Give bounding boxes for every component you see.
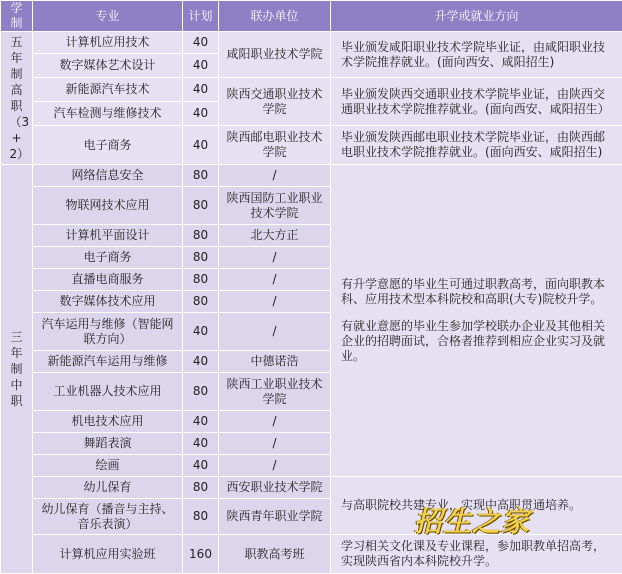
plan-cell: 40 — [183, 411, 219, 433]
direction-cell: 毕业颁发咸阳职业技术学院毕业证，由咸阳职业技术学院推荐就业。(面向西安、咸阳招生) — [331, 32, 622, 78]
plan-cell: 40 — [183, 102, 219, 126]
partner-cell: 西安职业技术学院 — [219, 477, 331, 499]
plan-cell: 40 — [183, 78, 219, 102]
group-label-three-year — [1, 165, 33, 574]
plan-cell: 160 — [183, 535, 219, 574]
plan-cell: 80 — [183, 187, 219, 225]
plan-cell: 40 — [183, 126, 219, 165]
partner-cell: / — [219, 433, 331, 455]
direction-text-employment: 有就业意愿的毕业生参加学校联办企业及其他相关企业的招聘面试，合格者推荐到相应企业实习及就业。 — [341, 319, 612, 364]
plan-cell: 40 — [183, 313, 219, 351]
plan-cell: 80 — [183, 499, 219, 535]
plan-cell: 80 — [183, 291, 219, 313]
partner-cell: 职教高考班 — [219, 535, 331, 574]
major-cell: 电子商务 — [33, 247, 183, 269]
plan-cell: 80 — [183, 477, 219, 499]
partner-cell: / — [219, 247, 331, 269]
plan-cell: 40 — [183, 433, 219, 455]
table-row — [1, 32, 622, 54]
group-label-five-year — [1, 32, 33, 165]
partner-cell: 陕西邮电职业技术学院 — [219, 126, 331, 165]
table-row — [1, 78, 622, 102]
direction-text-upgrade: 有升学意愿的毕业生可通过职教高考，面向职教本科、应用技术型本科院校和高职(大专)院校升学。 — [341, 277, 612, 307]
direction-spacer — [341, 307, 612, 319]
plan-cell: 40 — [183, 455, 219, 477]
partner-cell: 陕西国防工业职业技术学院 — [219, 187, 331, 225]
partner-cell: / — [219, 455, 331, 477]
major-cell: 计算机应用技术 — [33, 32, 183, 54]
direction-cell: 毕业颁发陕西交通职业技术学院毕业证，由陕西交通职业技术学院推荐就业。(面向西安、咸阳招生） — [331, 78, 622, 126]
partner-cell: 中德诺浩 — [219, 351, 331, 373]
major-cell: 计算机平面设计 — [33, 225, 183, 247]
partner-cell: / — [219, 165, 331, 187]
major-cell: 机电技术应用 — [33, 411, 183, 433]
major-cell: 舞蹈表演 — [33, 433, 183, 455]
plan-cell: 40 — [183, 351, 219, 373]
major-cell: 汽车检测与维修技术 — [33, 102, 183, 126]
group-label-text: 三年制中职 — [10, 329, 24, 409]
plan-cell: 80 — [183, 373, 219, 411]
plan-cell: 80 — [183, 247, 219, 269]
plan-cell: 80 — [183, 269, 219, 291]
direction-cell: 毕业颁发陕西邮电职业技术学院毕业证，由陕西邮电职业技术学院推荐就业。(面向西安、咸阳招生) — [331, 126, 622, 165]
partner-cell: 陕西交通职业技术学院 — [219, 78, 331, 126]
direction-cell: 学习相关文化课及专业课程，参加职教单招高考，实现陕西省内本科院校升学。 — [331, 535, 622, 574]
plan-cell: 80 — [183, 225, 219, 247]
major-cell: 电子商务 — [33, 126, 183, 165]
major-cell: 工业机器人技术应用 — [33, 373, 183, 411]
table-row — [1, 535, 622, 574]
major-cell: 直播电商服务 — [33, 269, 183, 291]
partner-cell: / — [219, 411, 331, 433]
major-cell: 新能源汽车运用与维修 — [33, 351, 183, 373]
major-cell: 物联网技术应用 — [33, 187, 183, 225]
partner-cell: 陕西工业职业技术学院 — [219, 373, 331, 411]
direction-cell: 与高职院校共建专业，实现中高职贯通培养。 — [331, 477, 622, 535]
major-cell: 计算机应用实验班 — [33, 535, 183, 574]
header-jihua: 计划 — [183, 1, 219, 32]
major-cell: 汽车运用与维修（智能网联方向） — [33, 313, 183, 351]
header-xuezhi: 学制 — [1, 1, 33, 32]
partner-cell: 咸阳职业技术学院 — [219, 32, 331, 78]
direction-cell-main — [331, 165, 622, 477]
table-header-row — [1, 1, 622, 32]
header-fangxiang: 升学或就业方向 — [331, 1, 622, 32]
partner-cell: / — [219, 269, 331, 291]
plan-cell: 40 — [183, 32, 219, 54]
table-row — [1, 477, 622, 499]
watermark-logo: 招生之家 — [414, 500, 530, 540]
table-row — [1, 165, 622, 187]
header-lianban: 联办单位 — [219, 1, 331, 32]
plan-cell: 40 — [183, 54, 219, 78]
major-cell: 幼儿保育 — [33, 477, 183, 499]
partner-cell: / — [219, 291, 331, 313]
plan-cell: 80 — [183, 165, 219, 187]
partner-cell: 陕西青年职业学院 — [219, 499, 331, 535]
partner-cell: 北大方正 — [219, 225, 331, 247]
partner-cell: / — [219, 313, 331, 351]
major-cell: 数字媒体技术应用 — [33, 291, 183, 313]
group-label-text: 五年制高职（3+2） — [10, 34, 24, 162]
major-cell: 新能源汽车技术 — [33, 78, 183, 102]
major-cell: 网络信息安全 — [33, 165, 183, 187]
major-cell: 数字媒体艺术设计 — [33, 54, 183, 78]
table-row — [1, 126, 622, 165]
major-cell: 幼儿保育（播音与主持、音乐表演） — [33, 499, 183, 535]
header-zhuanye: 专业 — [33, 1, 183, 32]
major-cell: 绘画 — [33, 455, 183, 477]
